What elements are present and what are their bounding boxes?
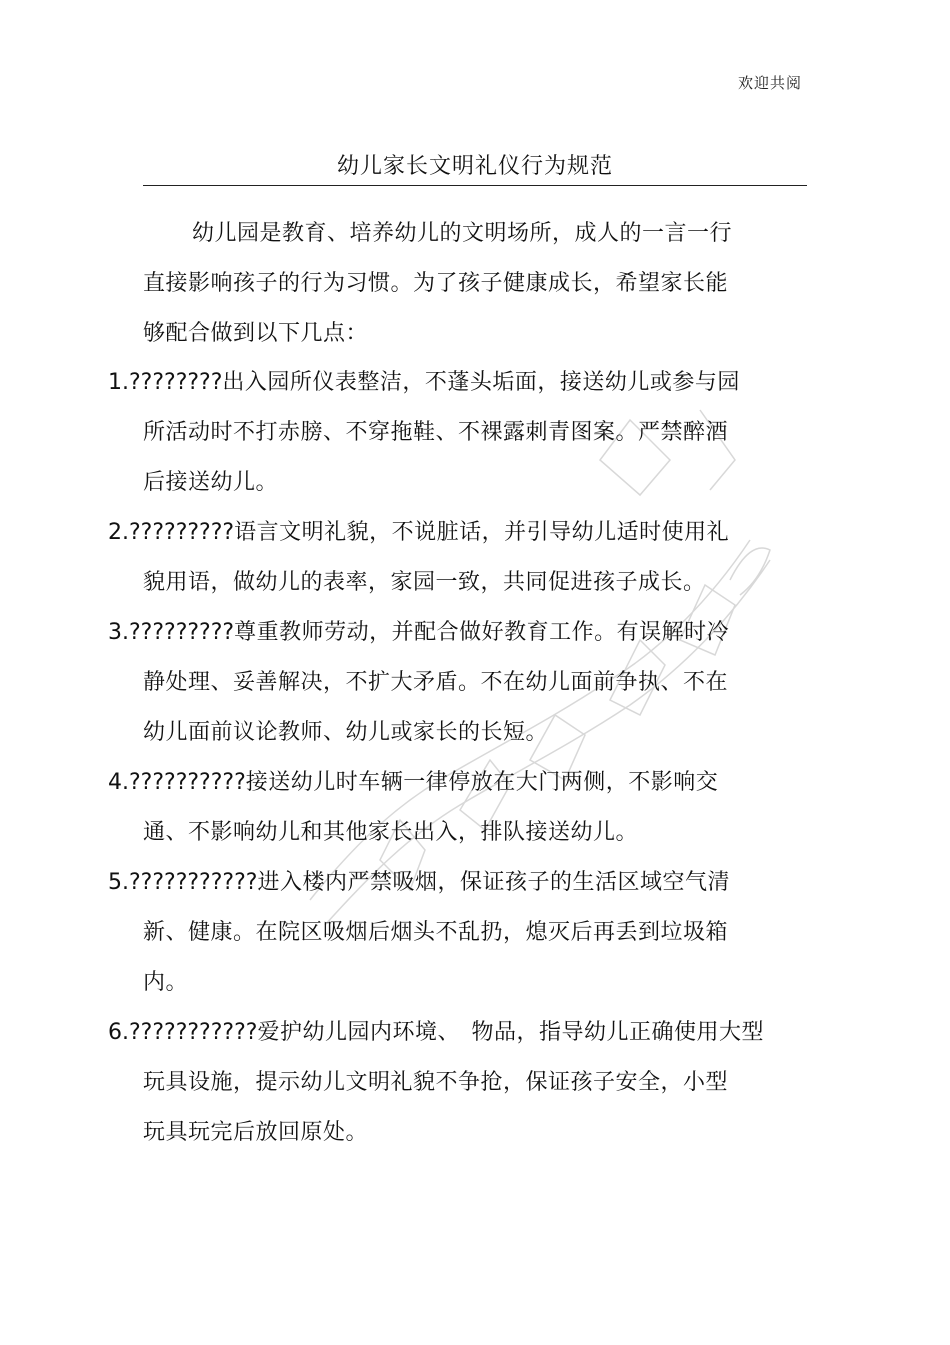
list-item-5 (108, 868, 730, 898)
list-item-1-line-3: 后接送幼儿。 (143, 470, 279, 495)
list-item-6-line-2: 玩具设施，提示幼儿文明礼貌不争抢，保证孩子安全，小型 (143, 1070, 729, 1095)
list-item-2-line-2: 貌用语，做幼儿的表率，家园一致，共同促进孩子成长。 (143, 570, 706, 595)
item-text: 进入楼内严禁吸烟，保证孩子的生活区域空气清 (257, 870, 730, 895)
item-text: 语言文明礼貌，不说脏话，并引导幼儿适时使用礼 (234, 520, 730, 545)
item-text: 出入园所仪表整洁，不蓬头垢面，接送幼儿或参与园 (222, 370, 740, 395)
intro-line-1: 幼儿园是教育、培养幼儿的文明场所，成人的一言一行 (192, 221, 733, 246)
list-item-1 (108, 368, 740, 398)
item-marker: 4.?????????? (108, 770, 246, 795)
list-item-4 (108, 768, 718, 798)
list-item-6-line-3: 玩具玩完后放回原处。 (143, 1120, 369, 1145)
item-marker: 6.??????????? (108, 1020, 258, 1045)
header-note: 欢迎共阅 (737, 74, 802, 92)
item-marker: 2.????????? (108, 520, 235, 545)
item-marker: 1.???????? (108, 370, 223, 395)
item-text: 爱护幼儿园内环境、 物品，指导幼儿正确使用大型 (257, 1020, 764, 1045)
list-item-3-line-3: 幼儿面前议论教师、幼儿或家长的长短。 (143, 720, 549, 745)
list-item-3 (108, 618, 729, 648)
item-text: 尊重教师劳动，并配合做好教育工作。有误解时冷 (234, 620, 730, 645)
item-text: 接送幼儿时车辆一律停放在大门两侧，不影响交 (245, 770, 719, 795)
list-item-3-line-2: 静处理、妥善解决，不扩大矛盾。不在幼儿面前争执、不在 (143, 670, 729, 695)
intro-line-3: 够配合做到以下几点： (143, 321, 369, 346)
item-marker: 5.??????????? (108, 870, 258, 895)
list-item-2 (108, 518, 729, 548)
list-item-1-line-2: 所活动时不打赤膀、不穿拖鞋、不裸露刺青图案。严禁醉酒 (143, 420, 729, 445)
intro-line-2: 直接影响孩子的行为习惯。为了孩子健康成长，希望家长能 (143, 271, 729, 296)
item-marker: 3.????????? (108, 620, 235, 645)
title-underline (143, 185, 807, 186)
list-item-5-line-2: 新、健康。在院区吸烟后烟头不乱扔，熄灭后再丢到垃圾箱 (143, 920, 729, 945)
document-title: 幼儿家长文明礼仪行为规范 (336, 154, 613, 179)
list-item-6 (108, 1018, 764, 1048)
list-item-4-line-2: 通、不影响幼儿和其他家长出入，排队接送幼儿。 (143, 820, 639, 845)
list-item-5-line-3: 内。 (143, 970, 189, 995)
